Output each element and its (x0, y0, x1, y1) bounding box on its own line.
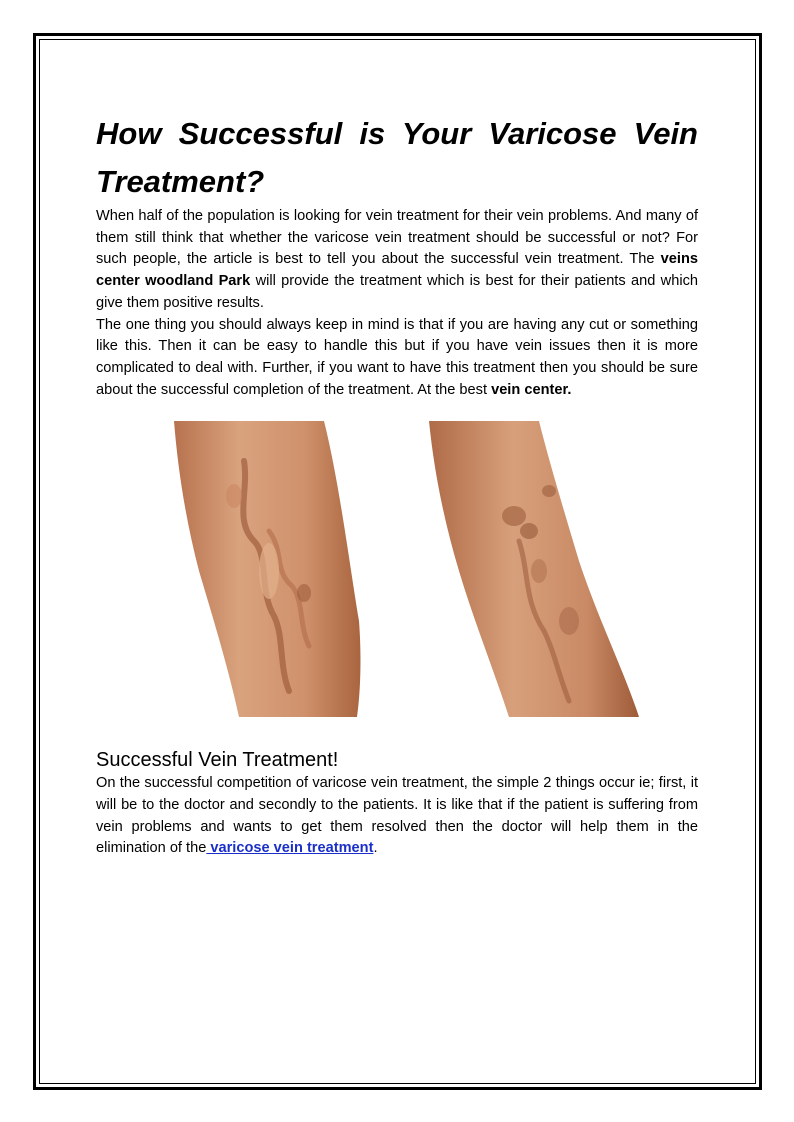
paragraph-intro-text-end: will provide the treatment which is best for their patients and which give them positive results. (96, 273, 698, 311)
paragraph-intro-text: When half of the population is looking for vein treatment for their vein problems. And many of them still think that whether the varicose vein treatment should be successful or not? For such people, the article is best to tell you about the successful vein treatment. The (96, 208, 698, 268)
section-heading: Successful Vein Treatment! (96, 749, 339, 772)
paragraph-outcome (96, 773, 698, 860)
paragraph-outcome-text: On the successful competition of varicose vein treatment, the simple 2 things occur ie; first, it will be to the doctor and secondly to the patients. It is like that if the patient is suffering from vein problems and wants to get them resolved then the doctor will help them in the elimination of the (96, 775, 698, 857)
varicose-leg-images (96, 421, 698, 717)
veins-center-name: veins center woodland Park (96, 251, 698, 290)
paragraph-outcome-end: . (373, 840, 378, 857)
paragraph-intro (96, 206, 698, 315)
varicose-vein-treatment-link[interactable]: varicose vein treatment (206, 840, 374, 857)
article-title: How Successful is Your Varicose Vein Treatment? (96, 116, 698, 199)
paragraph-advice-text: The one thing you should always keep in mind is that if you are having any cut or something like this. Then it can be easy to handle this but if you have vein issues then it is more complicated to deal with. Further, if you want to have this treatment then you should be sure about the successful completion of the treatment. At the best (96, 316, 698, 398)
leg-photo-right (429, 421, 643, 717)
leg-photo-left (174, 421, 364, 717)
article-content (96, 110, 698, 860)
paragraph-advice (96, 315, 698, 402)
vein-center-bold: vein center. (491, 381, 572, 398)
